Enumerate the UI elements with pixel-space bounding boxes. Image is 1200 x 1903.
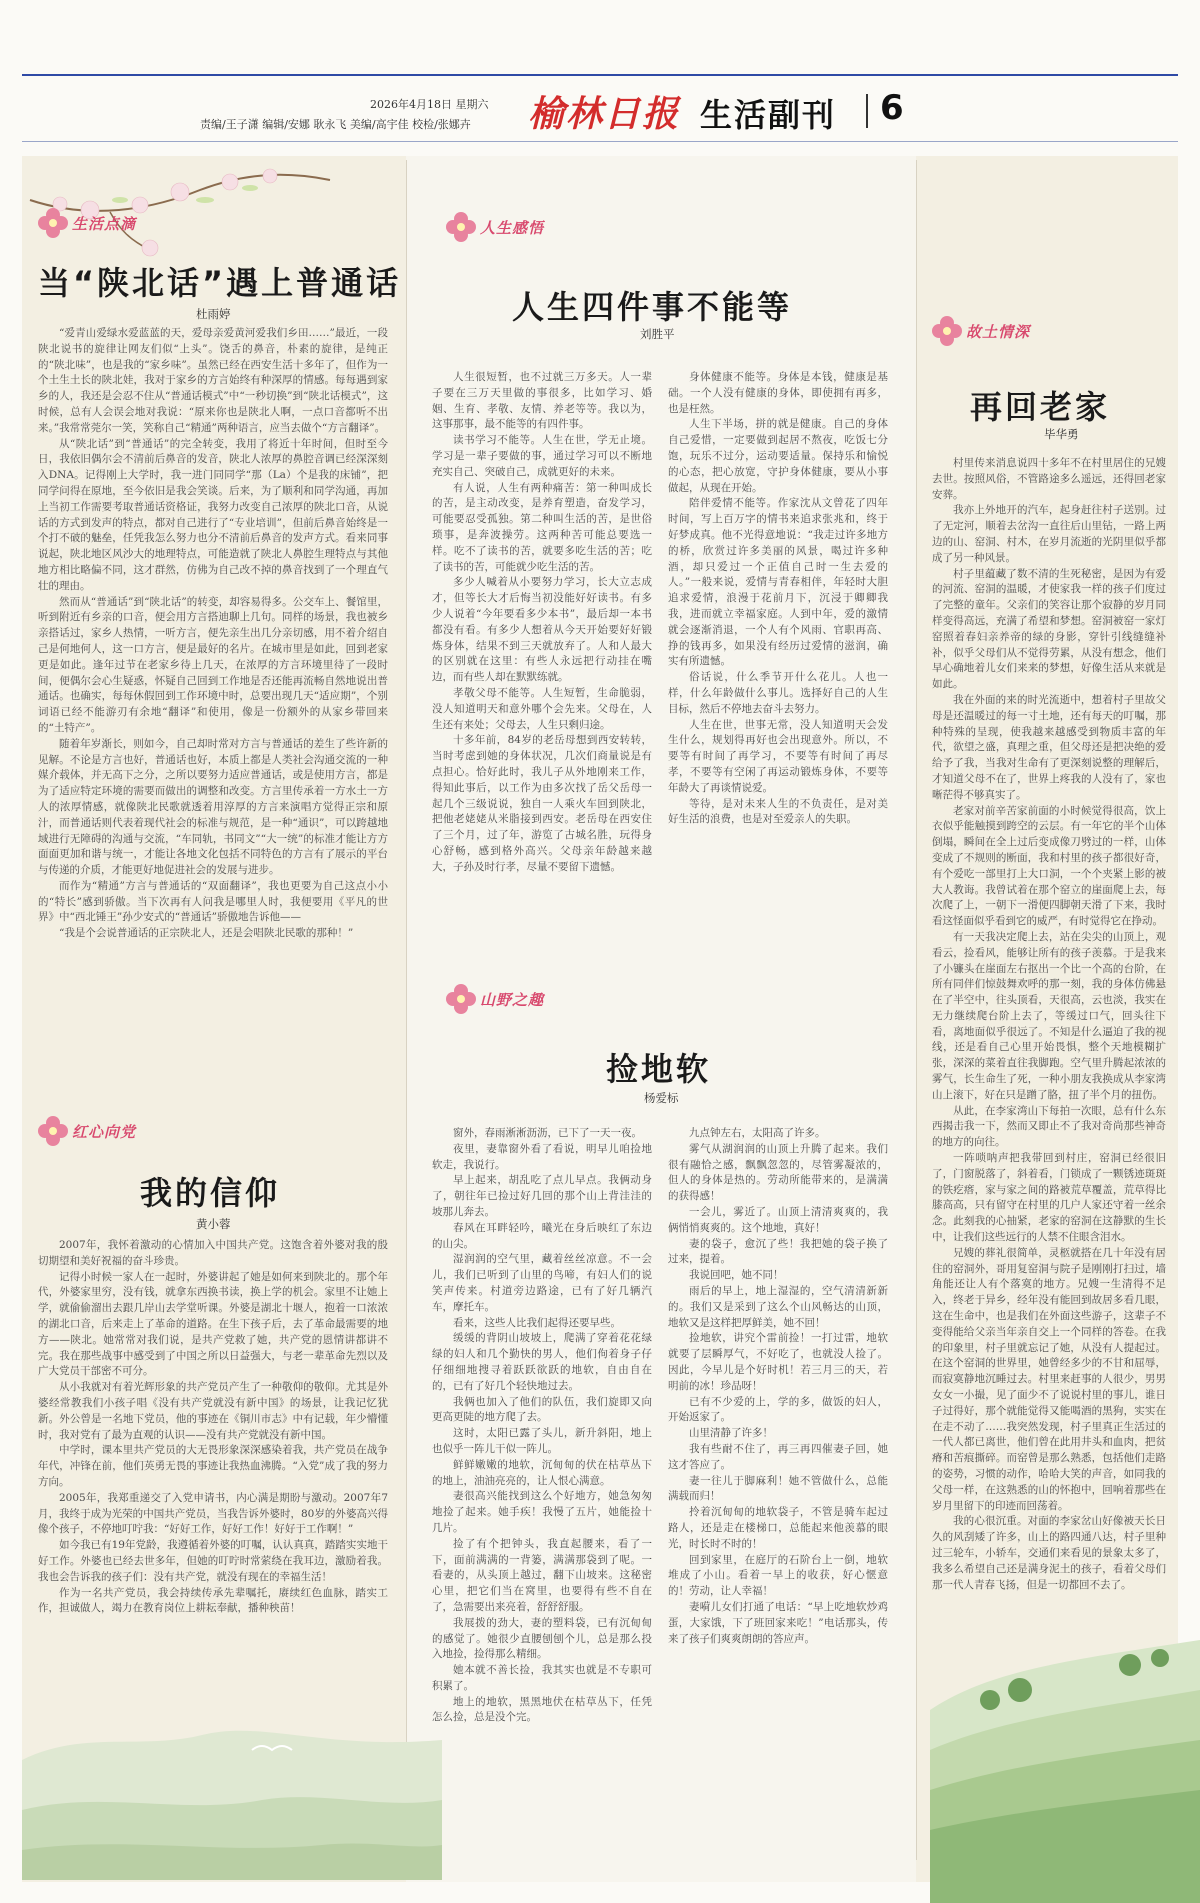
section-tag: 生活点滴 xyxy=(36,206,136,240)
article-author: 毕华勇 xyxy=(1044,427,1079,441)
article-body-col2: 身体健康不能等。身体是本钱，健康是基础。一个人没有健康的身体，即使拥有再多，也是枉然。 人生下半场，拼的就是健康。自己的身体自己爱惜，一定要做到起居不熬夜，吃饭七分饱，玩乐不过分，运动要适量。保持乐和愉悦的心态，把心放宽，守护身体健康，要从小事做起，从现在开始。 陪伴爱情不能等。作家沈从文曾花了四年时间，写上百万字的情书来追求张兆和，终于好梦成真。他不光得意地说：“我走过许多地方的桥，欣赏过许多美丽的风景，喝过许多种酒，却只爱过一个正值自己时一生去爱的人。”一般来说，爱情与青春相伴，年轻时大胆追求爱情，浪漫于花前月下，沉浸于卿卿我我，进而就立幸福家庭。人到中年，爱的激情就会逐渐消退，一个人有个风雨、官职再高、挣的钱再多，如果没有经历过爱情的滋润，确实有所遗憾。 俗话说，什么季节开什么花儿。人也一样，什么年龄做什么事儿。选择好自己的人生目标，然后不停地去奋斗去努力。 人生在世，世事无常，没人知道明天会发生什么，规划得再好也会出现意外。所以，不要等有时间了再学习，不要等有时间了再尽孝，不要等有空闲了再运动锻炼身体，不要等年龄大了再谈情说爱。 等待，是对未来人生的不负责任，是对美好生活的浪费，也是对至爱亲人的失职。 xyxy=(668,371,888,826)
terraced-hills-illustration xyxy=(930,1580,1200,1903)
section-title: 生活副刊 xyxy=(700,96,837,134)
masthead-separator xyxy=(866,94,868,128)
page-number: 6 xyxy=(880,88,904,128)
column-divider xyxy=(406,160,407,1860)
article-author: 杨爱标 xyxy=(644,1091,679,1105)
flower-icon xyxy=(36,1114,70,1148)
flower-icon xyxy=(444,210,478,244)
landscape-illustration xyxy=(22,1640,442,1880)
article-body: 村里传来消息说四十多年不在村里居住的兄嫂去世。按照风俗，不管路途多么遥远，还得回老家安葬。 我亦上外地开的汽车，起身赶往村子送别。过了无定河，顺着去岔沟一直往后山里钻，一路上两边的山、窑洞、村木，在岁月流逝的光阴里似乎都成了另一种风景。 村子里蕴藏了数不清的生死秘密，是因为有爱的河流、窑洞的温暖，才使家我一样的孩子们度过了完整的童年。父亲们的笑容让那个寂静的岁月同样变得高远，充满了希望和梦想。窑洞被窑一家灯窑照着春妇亲养帝的绿的身影，穿针引线缝缝补补，似乎父母们从不觉得劳累，从没有想念，他们早心确地着儿女们来来的梦想，好像生活从来就是如此。 我在外面的来的时光流逝中，想着村子里故父母是还温暖过的每一寸土地，还有每天的叮嘱，那种特殊的呈现，使我越来越感受到物质丰富的年代，欲望之盛，真理之重，但父母还是把决绝的爱给予了我，当我对生命有了更深刻说整的理解后，才知道父母不在了，世界上疼我的人没有了，家也晰茫得不够真实了。 老家对前辛苦家前面的小时候觉得很高，饮上衣似乎能触摸到跨空的云层。有一年它的半个山体倒塌，瞬间在全上过后变成像刀劈过的一样，山体变成了不规则的断面，我和村里的孩子都很好奇，有个爱吃一部里打上大口洞，一个个夹紧上影的被大人教诲。我曾试着在那个窑立的崖面爬上去，每次爬了上，一朝下一滑便四脚朝天滑了下来，我时看这怪面似乎看到它的威严，有时觉得它在挣动。 有一天我决定爬上去，站在尖尖的山顶上，观看云，捡看风，能够让所有的孩子羡慕。于是我来了小镰头在崖面左右抠出一个比一个高的台阶，在所有同伴们惊鼓舞欢呼的那一刻，我的身体仿佛悬在了半空中，往头顶看，天很高，云也淡，我实在无力继续爬台阶上去了，等缓过口气，回头往下看，离地面似乎很远了。不知是什么逼迫了我的视线，还是看自己心里开始畏惧，整个天地模糊扩张，深深的菜着直往我脚跑。空气里升腾起浓浓的雾气，长生命生了死，一种小朋友我换成从李家湾山上滚下，好在只是蹭了胳，扭了半个月的扭伤。 从此，在李家湾山下每拍一次眼，总有什么东西揭击我一下，然而又即止不了我对奇尚那些神奇的地方的向往。 一阵唢呐声把我带回到村庄，窑洞已经很旧了，门窗脱落了，斜着看，门锁成了一颗锈迹斑斑的铁疙瘩，家与家之间的路被荒草覆盖，荒草得比膝高高，只有留守在村里的几户人家还守着一丝余念。此刻我的心抽紧，老家的窑洞在这静默的生长中，让我们这些远行的人禁不住眼含泪水。 兄嫂的葬礼很简单，灵柩就搭在几十年没有居住的窑洞外，哥用复窑洞与院子是刚刚打扫过，墙角能还让人有个落寞的地方。兄嫂一生清得不足入，终老于异乡，经年没有能回到故居多看几眼，这在生命中，也是我们在外面这些游子，这辈子不变得能给父亲当年亲自交上一个同样的答卷。在我的印象里，村子里就忘记了她，从没有人提起过。在这个窑洞的世界里，她曾经多少的不甘和屈辱，而寂寞静地沉睡过去。村里来赶事的人很少，男男女女一小撮，见了面少不了说说村里的事儿，谁日子过得好，那个就能觉得又能喝酒的黑狗，实实在在走不动了……我突然发现，村子里真正生活过的一代人都已离世，他们曾在此用井头和血肉，把贫瘠和苦痕撕碎。而窑曾是那么熟悉，包括他们走路的姿势，习惯的动作，哈哈大笑的声音，如同我的父母一样，在这熟悉的山的怀抱中，回响着那些在岁月里留下的印迹而回荡着。 我的心很沉重。对面的李家岔山好像被天长日久的风刮矮了许多，山上的路四通八达，村子里种过三轮车，小轿车，交通们来看见的景象太多了，我多么希望自己还是满身泥土的孩子，看着父母们那一代人青春飞扬，但是一切都回不去了。 xyxy=(932,457,1166,1591)
article-body-col1: 窗外，春雨淅淅沥沥，已下了一天一夜。 夜里，妻靠窗外看了看说，明早儿咱捡地软走，我说行。 早上起来，胡乱吃了点儿早点。我俩动身了，朝往年已捡过好几回的那个山上背洼洼的坡那儿奔去。 春风在耳畔轻吟，曦光在身后映红了东边的山尖。 湿润润的空气里，藏着丝丝凉意。不一会儿，我们已听到了山里的鸟啼，有妇人们的说笑声传来。村道旁边路途，已有了好几辆汽车，摩托车。 看来，这些人比我们起得还要早些。 缓缓的背阴山坡坡上，爬满了穿着花花绿绿的妇人和几个勤快的男人，他们佝着身子仔仔细细地搜寻着跃跃欲跃的地软，自由自在的，已有了好几个轻快地过去。 我俩也加入了他们的队伍，我们旋即又向更高更陡的地方爬了去。 这时，太阳已露了头儿，新升斜阳，地上也似乎一阵儿干似一阵儿。 鲜鲜嫩嫩的地软，沉甸甸的伏在枯草丛下的地上，油油亮亮的，让人恨心满意。 妻很高兴能找到这么个好地方，她急匆匆地捡了起来。她手疾！我慢了五片，她能捡十几片。 捡了有个把钟头，我直起腰来，看了一下，面前满满的一背篓，满满那袋到了呢。一看妻的，从头顶上越过，翻下山坡来。这秘密心里，把它们当在窝里，也要得有些不自在了，急需要出来亮着，舒舒舒服。 我展拨的劲大，妻的塑料袋，已有沉甸甸的感觉了。她很少直腰刨刨个儿，总是那么投入地捡，捡得那么精细。 她本就不善长捡，我其实也就是不专职可积累了。 地上的地软，黑黑地伏在枯草丛下，任凭怎么捡，总是没个完。 xyxy=(432,1127,652,1724)
section-tag: 红心向党 xyxy=(36,1114,136,1148)
article-title: 我的信仰 xyxy=(140,1174,281,1212)
column-divider xyxy=(916,160,917,1860)
article-body: “爱青山爱绿水爱蓝蓝的天，爱母亲爱黄河爱我们乡田……”最近，一段陕北说书的旋律让网友们似“上头”。饶舌的鼻音，朴素的旋律，是纯正的“陕北味”，也是我的“家乡味”。虽然已经在西安生活十多年了，但作为一个土生土长的陕北娃，我对于家乡的方言始终有种深厚的情感。每每遇到家乡的人，我还是会忍不住从“普通话模式”中“一秒切换”到“陕北话模式”，这时候，总有人会误会地对我说：“原来你也是陕北人啊，一点口音都听不出来。”我常常莞尔一笑，笑称自己“精通”两种语言，应当去做个“方言翻译”。 从“陕北话”到“普通话”的完全转变，我用了将近十年时间，但时至今日，我依旧偶尔会不清前后鼻音的发音，陕北人浓厚的鼻腔音调已经深深刻入DNA。记得刚上大学时，我一进门同同学“那（La）个是我的床铺”，把同学问得在原地，至今依旧是我会笑谈。后来，为了顺利和同学沟通，再加上当初工作需要考取普通话资格证，我努力改变自己浓厚的陕北口音，从说话的方式到发声的特点，都对自己进行了“专业培训”，但前后鼻音始终是一个打不破的魅垒，任凭我怎么努力也分不清前后鼻音的发声方式。看来同事说起，陕北地区风沙大的地理特点，可能造就了陕北人鼻腔生理特点与其他地方相比略偏不同，这才群然，仿佛为自己改不掉的鼻音找到了一个理直气壮的理由。 然而从“普通话”到“陕北话”的转变，却容易得多。公交车上、餐馆里，听到附近有乡亲的口音，便会用方言搭迪聊上几句。同样的场景，我也被乡亲搭话过，家乡人热情，一听方言，便先亲生出几分亲切感，用不着介绍自己是何地何人，这一口方言，便是最好的名片。在城市里是如此，回到老家更是如此。逢年过节在老家乡待上几天，在浓厚的方言环境里待了一段时间，便偶尔会心生疑惑，怀疑自己回到工作地是否还能再流畅自然地说出普通话。也确实，每每休假回到工作环境中时，总要出现几天“适应期”，个别词语已经不能游刃有余地“翻译”和使用，像是一份额外的从家乡带回来的“土特产”。 随着年岁渐长，则如今，自己却时常对方言与普通话的差生了些许新的见解。不论是方言也好，普通话也好，本质上都是人类社会沟通交流的一种媒介载体，并无高下之分，之所以要努力适应普通话，或是使用方言，都是为了适应特定环境的需要而做出的调整和改变。方言里传承着一方水土一方人的浓厚情感，就像陕北民歌就透着用淳厚的方言来演唱方觉得正宗和原汁，而普通话则代表着现代社会的标准与规范，是一种“通识”，可以跨越地域进行无障碍的沟通与交流，“车同轨，书同文”“大一统”的标准才能让方方面面更加和谐与统一，才能让各地文化包括不同特色的方言有了展示的平台与传递的介质，才能更好地促进社会的发展与进步。 而作为“精通”方言与普通话的“双面翻译”，我也更要为自己这点小小的“特长”感到骄傲。当下次再有人问我是哪里人时，我便要用《平凡的世界》中“西北锤王”孙少安式的“普通话”骄傲地告诉他—— “我是个会说普通话的正宗陕北人，还是会唱陕北民歌的那种！” xyxy=(38,327,388,940)
flower-icon xyxy=(36,206,70,240)
article-body-col1: 人生很短暂，也不过就三万多天。人一辈子要在三万天里做的事很多，比如学习、婚姻、生育、孝敬、友情、养老等等。我以为，这事那事，最不能等的有四件事。 读书学习不能等。人生在世，学无止境。学习是一辈子要做的事，通过学习可以不断地充实自己、突破自己，成就更好的未来。 有人说，人生有两种痛苦：第一种叫成长的苦，是主动改变，是养育塑造，奋发学习，可能要忍受孤独。第二种叫生活的苦，是世俗琐事，是奔波操劳。这两种苦可能总要选一样。吃不了读书的苦，就要多吃生活的苦；吃了读书的苦，可能就少吃生活的苦。 多少人喊着从小要努力学习，长大立志成才，但等长大才后悔当初没能好好读书。有多少人说着“今年要看多少本书”，最后却一本书都没有看。有多少人想着从今天开始要好好锻炼身体，结果不到三天就放弃了。人和人最大的区别就在这里：有些人永远把行动挂在嘴边，而有些人却在默默练就。 孝敬父母不能等。人生短暂，生命脆弱，没人知道明天和意外哪个会先来。父母在，人生还有来处；父母去，人生只剩归途。 十多年前，84岁的老岳母想到西安转转，当时考虑到她的身体状况，几次们商量说是有点担心。恰好此时，我儿子从外地刚来工作，得知此事后，以工作为由多次找了岳父岳母一起几个三级说说，独自一人乘火车回到陕北，把他老姥姥从米脂接到西安。老岳母在西安住了三个月，过了年，游览了古城名胜，玩得身心舒畅，感到格外高兴。父母亲年龄越来越大，子孙及时行孝，尽量不要留下遗憾。 xyxy=(432,371,652,873)
article-body-col2: 九点钟左右，太阳高了许多。 雾气从湖润润的山顶上升腾了起来。我们很有融恰之感，飘飘忽忽的，尽管雾凝浓的，但人的身体是热的。劳动所能带来的，是满满的获得感！ 一会儿，雾近了。山顶上清清爽爽的，我俩悄悄爽爽的。这个地地，真好！ 妻的袋子，愈沉了些！我把她的袋子换了过来，提着。 我说回吧，她不同！ 雨后的早上，地上湿湿的，空气清清新新的。我们又是采到了这么个山风畅达的山顶，地软又是这样把厚鲜美，她不回！ 捡地软，讲究个雷前捡！一打过雷，地软就要了层瞬厚气，不好吃了，也就没人捡了。因此，今早儿是个好时机！若三月三的天，若明前的冰！珍品呀！ 已有不少爱的上，学的多，做饭的妇人，开始返家了。 山里清静了许多！ 我有些耐不住了，再三再四催妻子回，她这才答应了。 妻一往儿于脚麻利！她不管做什么，总能满载而归！ 拎着沉甸甸的地软袋子，不管是骑车起过路人，还是走在楼梯口，总能起来他羡慕的眼光，时长时不时的！ 回到家里，在庭厅的石阶台上一倒，地软堆成了小山。看着一早上的收获，好心惬意的！劳动，让人幸福！ 妻嗬儿女们打通了电话：“早上吃地软炒鸡蛋，大家饿，下了班回家来吃！”电话那头，传来了孩子们爽爽朗朗的答应声。 xyxy=(668,1127,888,1645)
section-tag: 故土情深 xyxy=(930,314,1030,348)
article-author: 黄小蓉 xyxy=(196,1217,231,1231)
editor-credits: 责编/王子潇 编辑/安娜 耿永飞 美编/高宇佳 校检/张娜卉 xyxy=(200,118,471,131)
article-author: 杜雨婷 xyxy=(196,307,231,321)
article-author: 刘胜平 xyxy=(640,327,675,341)
newspaper-logo: 榆林日报 xyxy=(528,93,681,135)
flower-icon xyxy=(930,314,964,348)
section-tag: 山野之趣 xyxy=(444,982,544,1016)
article-title: 人生四件事不能等 xyxy=(512,288,793,326)
issue-date: 2026年4月18日 星期六 xyxy=(370,98,489,111)
article-title: 当“陕北话”遇上普通话 xyxy=(38,264,402,302)
header-bottom-rule xyxy=(22,141,1178,142)
article-body: 2007年，我怀着激动的心情加入中国共产党。这饱含着外婆对我的殷切期望和美好祝福的奋斗珍贵。 记得小时候一家人在一起时，外婆讲起了她是如何来到陕北的。那个年代，外婆家里穷，没有钱，就拿东西换书读，换上学的机会。家里不让她上学，就偷偷溜出去跟几岸山去学堂听课。外婆是湖北十堰人，抱着一口浓浓的湖北口音，后来走上了革命的道路。在生下孩子后，去了革命最需要的地方——陕北。她常常对我们说，是共产党救了她，共产党的恩情讲都讲不完。我在那些战事中感受到了中国之所以日益强大，与老一辈革命先烈以及广大党员干部密不可分。 从小我就对有着光辉形象的共产党员产生了一种敬仰的敬仰。尤其是外婆经常教我们小孩子唱《没有共产党就没有新中国》的场景，让我记忆犹新。外公曾是一名地下党员，他的事迹在《铜川市志》中有记载，年少懵懂时，我对党有了最为直观的认识——没有共产党就没有新中国。 中学时，课本里共产党员的大无畏形象深深感染着我，共产党员在战争年代，冲锋在前，他们英勇无畏的事迹让我热血沸腾。“入党”成了我的努力方向。 2005年，我郑重递交了入党申请书，内心满是期盼与激动。2007年7月，我终于成为光荣的中国共产党员，当我告诉外婆时，80岁的外婆高兴得像个孩子，不停地叮咛我：“好好工作，好好工作！好好于工作啊！” 如今我已有19年党龄，我遵循着外婆的叮嘱，认认真真，踏踏实实地干好工作。外婆也已经去世多年，但她的叮咛时常萦绕在我耳边，激励着我。我也会告诉我的孩子们：没有共产党，就没有现在的幸福生活！ 作为一名共产党员，我会持续传承先辈嘱托，赓续红色血脉，踏实工作，担诚做人，竭力在教育岗位上耕耘奉献，播种秧苗！ xyxy=(38,1239,388,1615)
article-title: 捡地软 xyxy=(606,1050,712,1088)
article-title: 再回老家 xyxy=(970,388,1111,426)
section-tag: 人生感悟 xyxy=(444,210,544,244)
header-top-rule xyxy=(22,74,1178,76)
flower-icon xyxy=(444,982,478,1016)
